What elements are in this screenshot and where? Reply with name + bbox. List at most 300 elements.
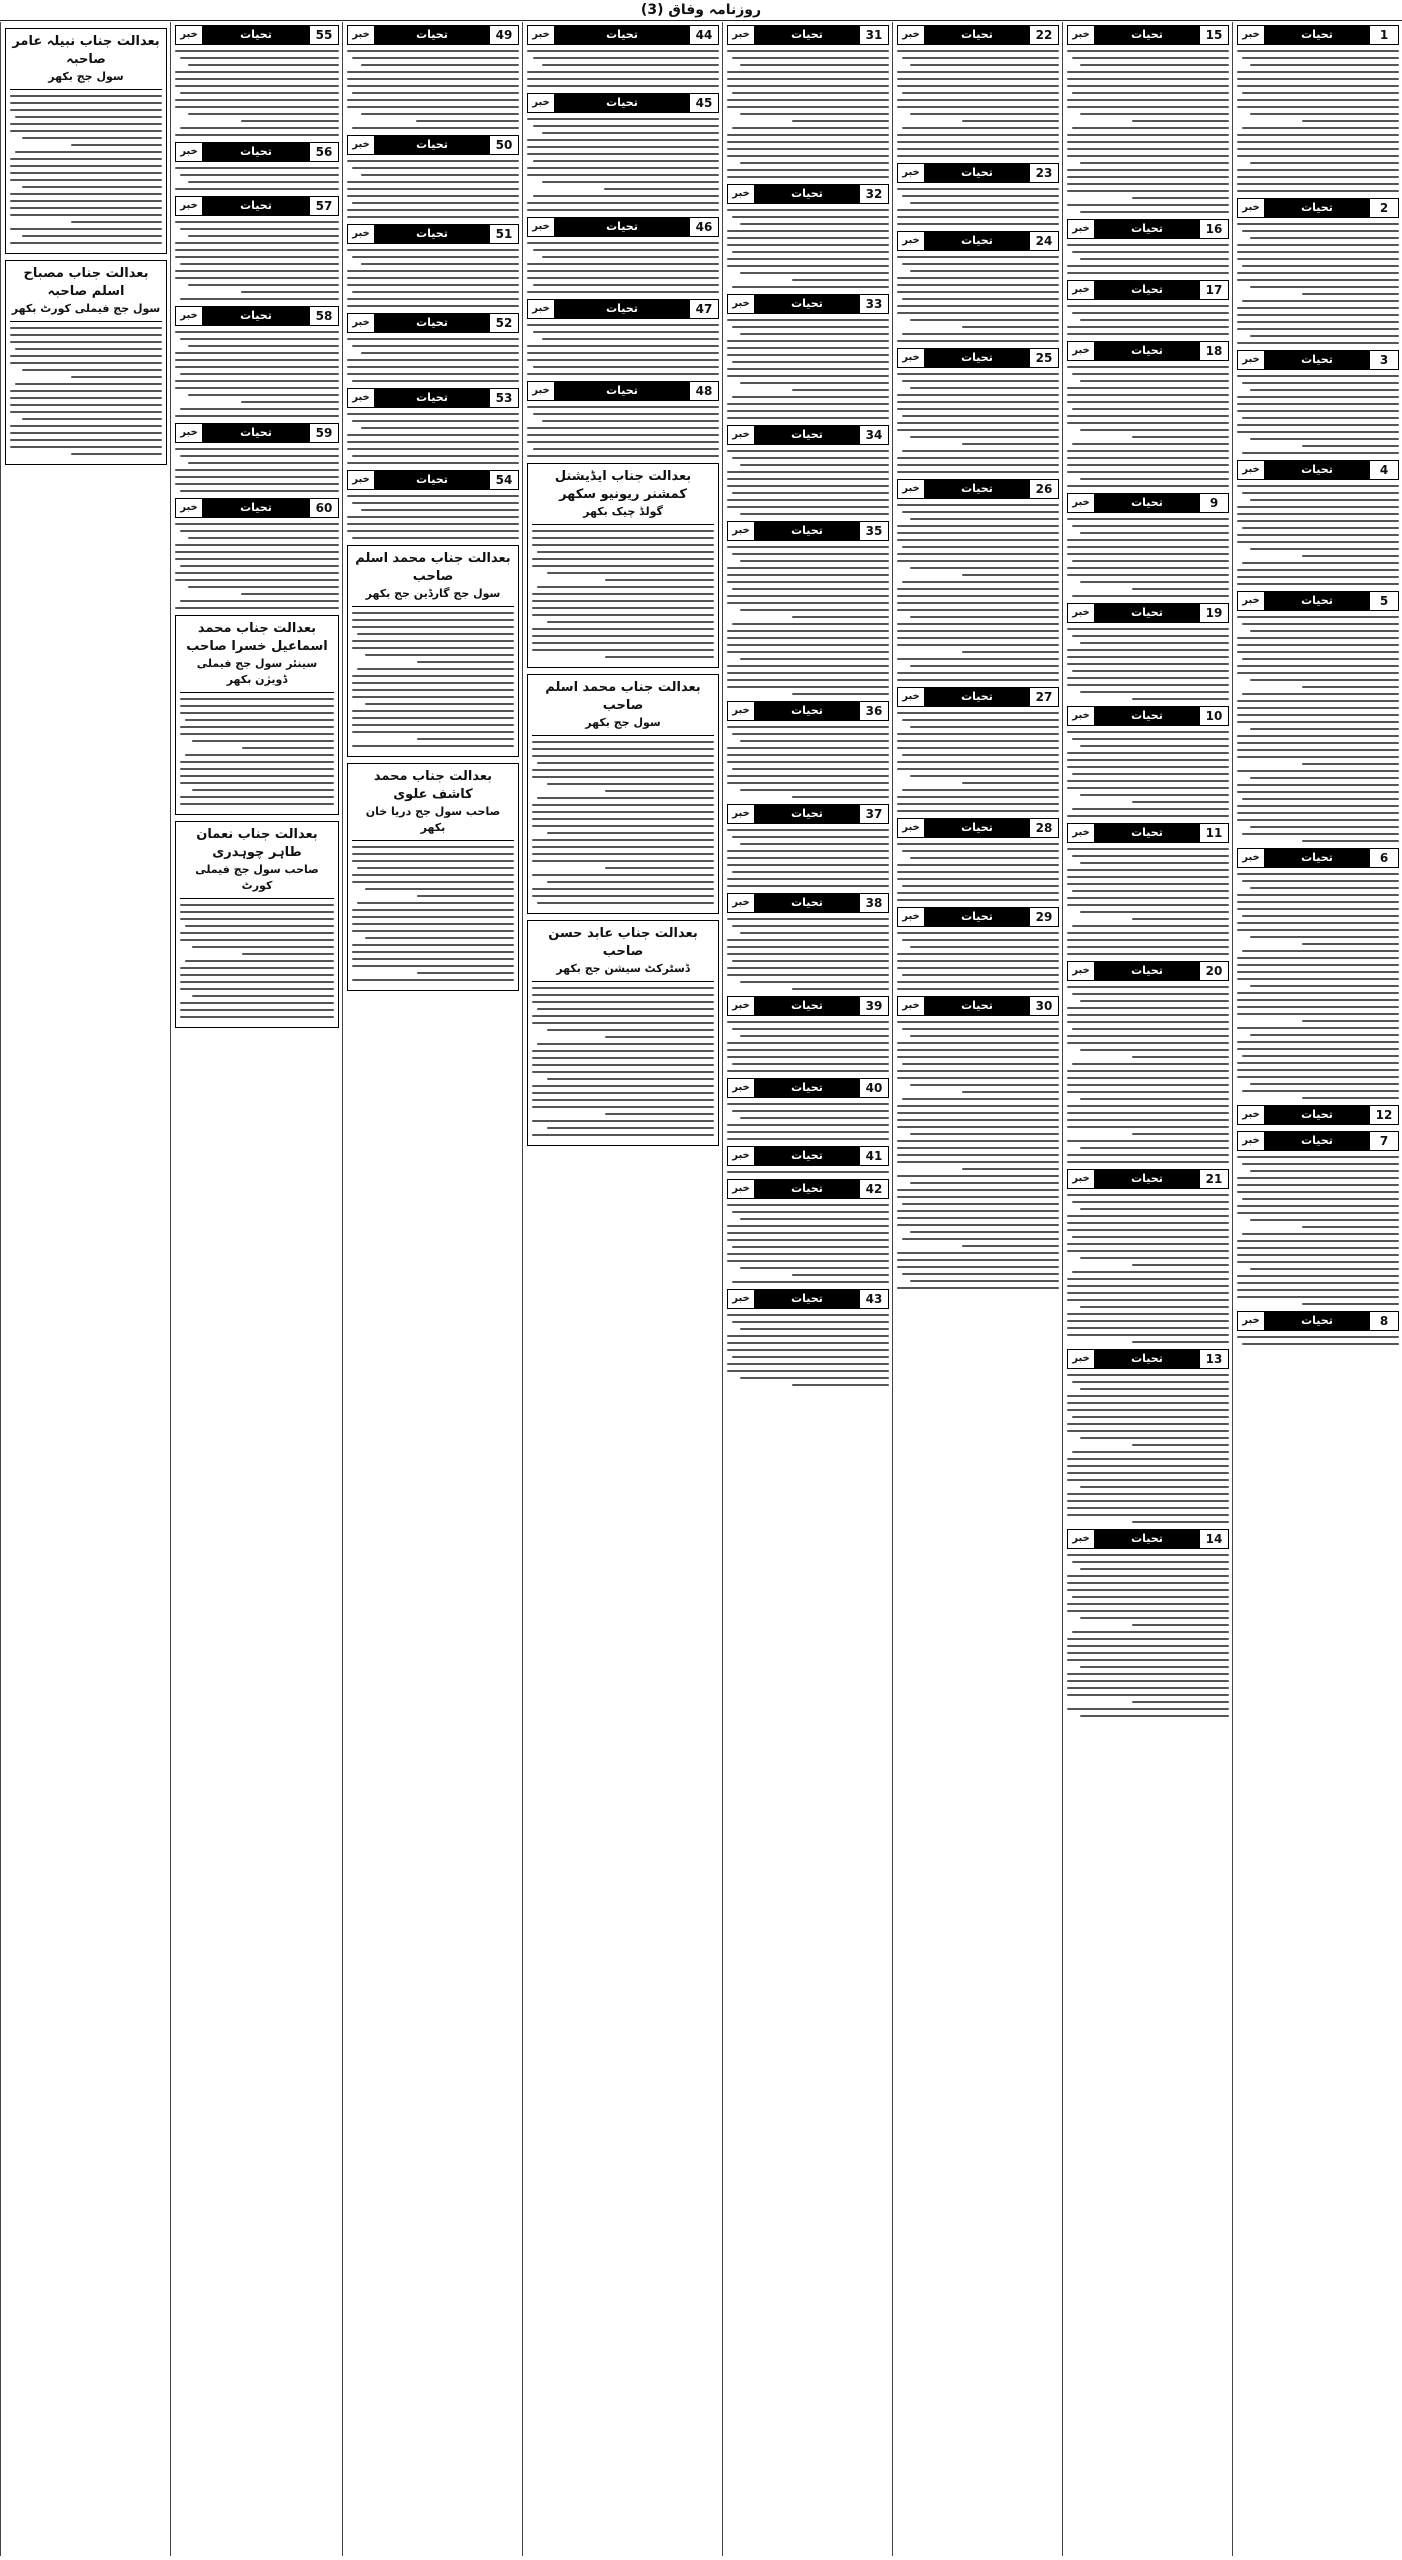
text-line <box>962 782 1059 784</box>
text-line <box>1302 1097 1399 1099</box>
text-line <box>533 448 719 450</box>
text-line <box>1067 1652 1229 1654</box>
text-line <box>1072 738 1229 740</box>
text-line <box>527 427 719 429</box>
text-line <box>1080 1147 1229 1149</box>
item-header <box>175 25 339 45</box>
text-line <box>1237 756 1399 758</box>
text-line <box>1302 445 1399 447</box>
text-line <box>727 850 889 852</box>
item-label: تحیات <box>1265 1106 1369 1124</box>
item-header <box>1237 591 1399 611</box>
text-line <box>897 141 1059 143</box>
text-line <box>180 988 334 990</box>
text-line <box>1237 258 1399 260</box>
item-marker: خبر <box>898 349 925 367</box>
item-marker: خبر <box>728 805 755 823</box>
item-header <box>1067 341 1229 361</box>
text-line <box>1237 534 1399 536</box>
text-line <box>902 380 1059 382</box>
court-title: بعدالت جناب ایڈیشنل کمشنر ریونیو سکھر <box>554 469 692 502</box>
text-line <box>1237 929 1399 931</box>
text-line <box>10 362 162 364</box>
text-line <box>1242 658 1399 660</box>
text-line <box>357 668 514 670</box>
text-line <box>532 1015 714 1017</box>
text-line <box>1072 1381 1229 1383</box>
text-line <box>347 209 519 211</box>
item-label: تحیات <box>755 1079 859 1097</box>
item-body-text <box>1067 1554 1229 1717</box>
text-line <box>352 92 519 94</box>
text-line <box>1080 862 1229 864</box>
item-body-text <box>1067 731 1229 817</box>
text-line <box>185 719 334 721</box>
item-body-text <box>727 1171 889 1173</box>
text-line <box>897 733 1059 735</box>
item-label: تحیات <box>203 143 309 161</box>
item-header <box>347 25 519 45</box>
item-body-text <box>1067 366 1229 487</box>
text-line <box>1067 422 1229 424</box>
text-line <box>1067 567 1229 569</box>
text-line <box>527 270 719 272</box>
text-line <box>1080 581 1229 583</box>
text-line <box>897 871 1059 873</box>
text-line <box>347 78 519 80</box>
text-line <box>1072 635 1229 637</box>
text-line <box>15 116 162 118</box>
text-line <box>1067 134 1229 136</box>
text-line <box>1067 1105 1229 1107</box>
item-marker: خبر <box>1238 592 1265 610</box>
item-body-text <box>347 160 519 218</box>
item-label: تحیات <box>1265 1132 1369 1150</box>
text-line <box>188 284 339 286</box>
item-number: 22 <box>1029 26 1058 44</box>
text-line <box>532 1092 714 1094</box>
text-line <box>897 106 1059 108</box>
text-line <box>1067 471 1229 473</box>
text-line <box>1237 1247 1399 1249</box>
text-line <box>1067 1320 1229 1322</box>
item-header <box>1237 198 1399 218</box>
text-line <box>180 228 339 230</box>
text-line <box>1237 396 1399 398</box>
item-marker: خبر <box>1238 26 1265 44</box>
text-line <box>727 230 889 232</box>
text-line <box>188 537 339 539</box>
text-line <box>352 874 514 876</box>
court-subtitle: سول جج بکھر <box>48 70 124 83</box>
text-line <box>910 387 1059 389</box>
text-line <box>732 925 889 927</box>
text-line <box>1067 946 1229 948</box>
item-marker: خبر <box>1238 849 1265 867</box>
text-line <box>910 64 1059 66</box>
text-line <box>352 537 519 539</box>
text-line <box>897 981 1059 983</box>
text-line <box>1072 890 1229 892</box>
news-item-42 <box>727 1179 889 1283</box>
item-header <box>727 425 889 445</box>
text-line <box>1067 1084 1229 1086</box>
text-line <box>180 726 334 728</box>
court-rule <box>532 524 714 525</box>
item-number: 4 <box>1369 461 1398 479</box>
text-line <box>910 726 1059 728</box>
text-line <box>1072 773 1229 775</box>
text-line <box>347 284 519 286</box>
item-label: تحیات <box>203 307 309 325</box>
text-line <box>897 810 1059 812</box>
text-line <box>180 263 339 265</box>
text-line <box>897 471 1059 473</box>
item-body-text <box>527 242 719 293</box>
text-line <box>910 1133 1059 1135</box>
text-line <box>347 530 519 532</box>
text-line <box>188 586 339 588</box>
text-line <box>180 939 334 941</box>
item-body-text <box>727 1021 889 1072</box>
text-line <box>417 895 514 897</box>
text-line <box>732 1028 889 1030</box>
text-line <box>180 1009 334 1011</box>
text-line <box>1237 749 1399 751</box>
item-label: تحیات <box>1095 281 1199 299</box>
text-line <box>1067 148 1229 150</box>
text-line <box>1080 911 1229 913</box>
item-label: تحیات <box>203 197 309 215</box>
text-line <box>532 874 714 876</box>
item-number: 17 <box>1199 281 1228 299</box>
text-line <box>897 1287 1059 1289</box>
text-line <box>727 368 889 370</box>
text-line <box>1067 176 1229 178</box>
court-rule <box>180 898 334 899</box>
text-line <box>732 1246 889 1248</box>
item-label: تحیات <box>1095 824 1199 842</box>
text-line <box>352 345 519 347</box>
text-line <box>1250 438 1399 440</box>
item-marker: خبر <box>528 94 555 112</box>
court-subtitle: ڈسٹرکٹ سیشن جج بکھر <box>556 962 690 975</box>
item-header <box>175 142 339 162</box>
text-line <box>1072 808 1229 810</box>
text-line <box>727 546 889 548</box>
text-line <box>1080 1049 1229 1051</box>
text-line <box>1072 595 1229 597</box>
item-marker: خبر <box>728 1180 755 1198</box>
text-line <box>10 165 162 167</box>
item-marker: خبر <box>728 1079 755 1097</box>
item-body-text <box>897 1021 1059 1289</box>
text-line <box>532 825 714 827</box>
text-line <box>527 373 719 375</box>
text-line <box>175 359 339 361</box>
text-line <box>71 144 162 146</box>
item-body-text <box>727 50 889 178</box>
item-marker: خبر <box>1238 351 1265 369</box>
court-rule <box>10 89 162 90</box>
text-line <box>547 1127 714 1129</box>
text-line <box>897 78 1059 80</box>
text-line <box>1237 583 1399 585</box>
item-header <box>897 348 1059 368</box>
text-line <box>1072 1201 1229 1203</box>
text-line <box>527 359 719 361</box>
text-line <box>897 623 1059 625</box>
text-line <box>902 1063 1059 1065</box>
text-line <box>180 775 334 777</box>
text-line <box>740 932 889 934</box>
news-item-57 <box>175 196 339 300</box>
text-line <box>732 1110 889 1112</box>
news-item-30 <box>897 996 1059 1289</box>
text-line <box>180 338 339 340</box>
text-line <box>1067 1014 1229 1016</box>
news-item-25 <box>897 348 1059 473</box>
text-line <box>532 811 714 813</box>
text-line <box>902 885 1059 887</box>
item-body-text <box>727 1204 889 1283</box>
court-title: بعدالت جناب محمد اسلم صاحب <box>355 551 511 584</box>
text-line <box>1242 57 1399 59</box>
text-line <box>897 209 1059 211</box>
text-line <box>10 334 162 336</box>
text-line <box>1132 1444 1229 1446</box>
text-line <box>180 967 334 969</box>
text-line <box>1237 1156 1399 1158</box>
court-title: بعدالت جناب نعمان طاہر چوہدری <box>196 827 318 860</box>
item-marker: خبر <box>1068 342 1095 360</box>
text-line <box>1080 691 1229 693</box>
text-line <box>910 1231 1059 1233</box>
text-line <box>1080 1000 1229 1002</box>
text-line <box>1237 342 1399 344</box>
text-line <box>1080 258 1229 260</box>
text-line <box>902 263 1059 265</box>
text-line <box>361 174 519 176</box>
text-line <box>1237 812 1399 814</box>
news-item-43 <box>727 1289 889 1386</box>
text-line <box>902 511 1059 513</box>
text-line <box>347 50 519 52</box>
text-line <box>727 686 889 688</box>
text-line <box>537 797 714 799</box>
text-line <box>1067 1500 1229 1502</box>
text-line <box>732 457 889 459</box>
text-line <box>727 602 889 604</box>
item-header <box>897 163 1059 183</box>
text-line <box>910 518 1059 520</box>
item-body-text <box>1067 518 1229 597</box>
text-line <box>352 640 514 642</box>
text-line <box>1237 169 1399 171</box>
item-marker: خبر <box>728 702 755 720</box>
text-line <box>347 359 519 361</box>
text-line <box>1067 1659 1229 1661</box>
text-line <box>1072 373 1229 375</box>
item-number: 43 <box>859 1290 888 1308</box>
text-line <box>897 679 1059 681</box>
item-body-text <box>727 450 889 515</box>
text-line <box>365 703 514 705</box>
item-label: تحیات <box>203 26 309 44</box>
text-line <box>365 937 514 939</box>
text-line <box>1250 286 1399 288</box>
item-label: تحیات <box>203 499 309 517</box>
text-line <box>897 878 1059 880</box>
text-line <box>1067 394 1229 396</box>
text-line <box>175 483 339 485</box>
item-header <box>1237 1105 1399 1125</box>
item-body-text <box>527 406 719 457</box>
court-title: بعدالت جناب مصباح اسلم صاحبہ <box>23 266 149 299</box>
text-line <box>1242 623 1399 625</box>
text-line <box>727 471 889 473</box>
item-label: تحیات <box>375 389 489 407</box>
text-line <box>1132 698 1229 700</box>
text-line <box>727 595 889 597</box>
text-line <box>532 1071 714 1073</box>
text-line <box>1067 876 1229 878</box>
item-label: تحیات <box>1095 1350 1199 1368</box>
text-line <box>542 64 719 66</box>
item-marker: خبر <box>1068 707 1095 725</box>
text-line <box>1067 401 1229 403</box>
text-line <box>1067 1465 1229 1467</box>
court-title: بعدالت جناب عابد حسن صاحب <box>548 926 698 959</box>
text-line <box>1067 1673 1229 1675</box>
item-marker: خبر <box>1068 494 1095 512</box>
text-line <box>897 899 1059 901</box>
item-number: 29 <box>1029 908 1058 926</box>
news-item-18 <box>1067 341 1229 487</box>
item-number: 10 <box>1199 707 1228 725</box>
item-number: 53 <box>489 389 518 407</box>
text-line <box>532 628 714 630</box>
item-header <box>727 701 889 721</box>
text-line <box>1067 656 1229 658</box>
news-item-52 <box>347 313 519 382</box>
text-line <box>1067 1035 1229 1037</box>
item-body-text <box>1237 873 1399 1099</box>
text-line <box>732 92 889 94</box>
text-line <box>740 1035 889 1037</box>
text-line <box>352 916 514 918</box>
text-line <box>1302 1020 1399 1022</box>
text-line <box>897 1161 1059 1163</box>
text-line <box>1237 1240 1399 1242</box>
text-line <box>1072 57 1229 59</box>
text-line <box>1237 1069 1399 1071</box>
text-line <box>897 1042 1059 1044</box>
text-line <box>352 675 514 677</box>
text-line <box>537 551 714 553</box>
text-line <box>192 740 334 742</box>
text-line <box>352 860 514 862</box>
text-line <box>1067 1575 1229 1577</box>
text-line <box>897 747 1059 749</box>
text-line <box>10 355 162 357</box>
news-item-55 <box>175 25 339 136</box>
text-line <box>347 413 519 415</box>
news-item-24 <box>897 231 1059 342</box>
item-header <box>897 25 1059 45</box>
text-line <box>352 455 519 457</box>
text-line <box>532 649 714 651</box>
text-line <box>902 719 1059 721</box>
text-line <box>1302 943 1399 945</box>
column-4 <box>722 22 893 2556</box>
item-header <box>1237 848 1399 868</box>
text-line <box>1237 506 1399 508</box>
text-line <box>727 1131 889 1133</box>
news-item-5 <box>1237 591 1399 842</box>
item-body-text <box>1237 1156 1399 1305</box>
text-line <box>1067 244 1229 246</box>
text-line <box>897 644 1059 646</box>
court-title: بعدالت جناب محمد اسلم صاحب <box>545 680 701 713</box>
text-line <box>1237 176 1399 178</box>
text-line <box>1072 251 1229 253</box>
text-line <box>180 904 334 906</box>
text-line <box>1237 784 1399 786</box>
text-line <box>727 1021 889 1023</box>
text-line <box>175 523 339 525</box>
text-line <box>1067 883 1229 885</box>
text-line <box>727 340 889 342</box>
text-line <box>897 457 1059 459</box>
text-line <box>1067 780 1229 782</box>
text-line <box>1072 1236 1229 1238</box>
text-line <box>727 169 889 171</box>
item-label: تحیات <box>755 702 859 720</box>
news-item-29 <box>897 907 1059 990</box>
item-body-text <box>727 319 889 419</box>
item-label: تحیات <box>1095 604 1199 622</box>
item-header <box>1237 25 1399 45</box>
item-header <box>727 25 889 45</box>
text-line <box>732 1211 889 1213</box>
text-line <box>1067 1161 1229 1163</box>
item-number: 60 <box>309 499 338 517</box>
text-line <box>532 846 714 848</box>
text-line <box>352 612 514 614</box>
text-line <box>532 755 714 757</box>
text-line <box>732 492 889 494</box>
text-line <box>727 50 889 52</box>
text-line <box>740 513 889 515</box>
text-line <box>727 265 889 267</box>
text-line <box>365 654 514 656</box>
text-line <box>897 1217 1059 1219</box>
item-number: 1 <box>1369 26 1398 44</box>
text-line <box>1237 424 1399 426</box>
text-line <box>897 134 1059 136</box>
text-line <box>1080 162 1229 164</box>
text-line <box>10 327 162 329</box>
text-line <box>740 1267 889 1269</box>
text-line <box>1242 230 1399 232</box>
item-body-text <box>727 1314 889 1386</box>
text-line <box>527 324 719 326</box>
text-line <box>727 134 889 136</box>
text-line <box>962 326 1059 328</box>
text-line <box>897 85 1059 87</box>
text-line <box>1237 721 1399 723</box>
